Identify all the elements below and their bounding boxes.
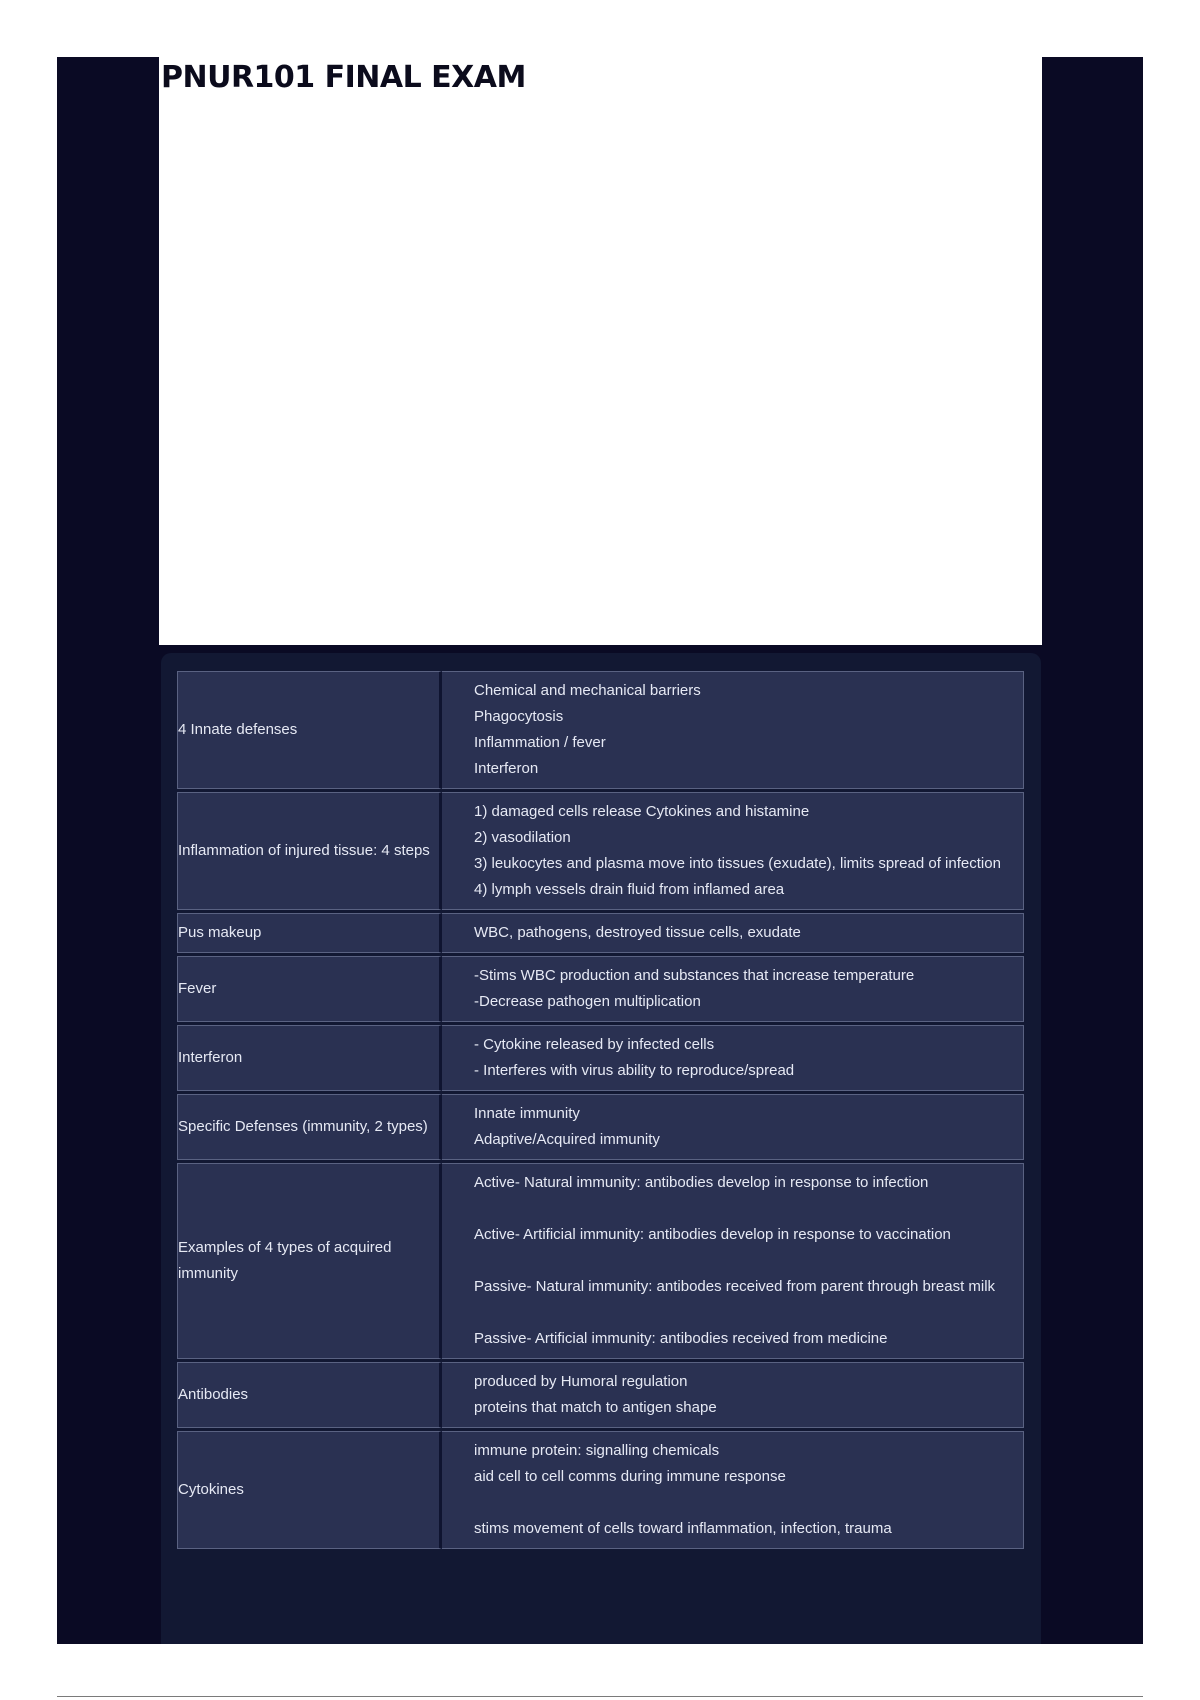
definition-line: WBC, pathogens, destroyed tissue cells, exudate <box>474 924 801 941</box>
notes-table-body <box>177 671 1024 1549</box>
table-row <box>177 1025 1024 1091</box>
term-cell: Examples of 4 types of acquired immunity <box>177 1163 442 1359</box>
term-cell: Pus makeup <box>177 913 442 953</box>
definition-line: produced by Humoral regulation <box>474 1373 688 1390</box>
definition-line: -Decrease pathogen multiplication <box>474 993 701 1010</box>
table-row <box>177 1362 1024 1428</box>
term-cell: Fever <box>177 956 442 1022</box>
definition-cell <box>442 792 1024 910</box>
table-row <box>177 1163 1024 1359</box>
definition-line: Adaptive/Acquired immunity <box>474 1131 660 1148</box>
definition-cell <box>442 1362 1024 1428</box>
definition-line: 4) lymph vessels drain fluid from inflamed area <box>474 881 785 898</box>
definition-cell <box>442 1431 1024 1549</box>
definition-cell <box>442 956 1024 1022</box>
blank-line <box>474 1248 1003 1274</box>
definition-line: Interferon <box>474 760 539 777</box>
table-row <box>177 1094 1024 1160</box>
term-cell: Antibodies <box>177 1362 442 1428</box>
definition-cell <box>442 1094 1024 1160</box>
definition-line: Active- Artificial immunity: antibodies develop in response to vaccination <box>474 1226 951 1243</box>
notes-table <box>177 668 1024 1552</box>
definition-cell <box>442 1025 1024 1091</box>
page-title: PNUR101 FINAL EXAM <box>161 60 526 95</box>
definition-cell <box>442 913 1024 953</box>
definition-line: - Cytokine released by infected cells <box>474 1036 715 1053</box>
table-row <box>177 671 1024 789</box>
blank-line <box>474 1196 1003 1222</box>
definition-cell <box>442 1163 1024 1359</box>
definition-line: - Interferes with virus ability to reproduce/spread <box>474 1062 795 1079</box>
definition-line: Inflammation / fever <box>474 734 606 751</box>
definition-line: stims movement of cells toward inflammation, infection, trauma <box>474 1520 892 1537</box>
term-cell: Specific Defenses (immunity, 2 types) <box>177 1094 442 1160</box>
table-row <box>177 792 1024 910</box>
term-cell: Cytokines <box>177 1431 442 1549</box>
blank-line <box>474 1490 1003 1516</box>
title-card <box>159 57 1042 645</box>
definition-line: immune protein: signalling chemicals <box>474 1442 720 1459</box>
table-row <box>177 1431 1024 1549</box>
definition-line: proteins that match to antigen shape <box>474 1399 717 1416</box>
definition-line: Passive- Artificial immunity: antibodies received from medicine <box>474 1330 888 1347</box>
term-cell: Interferon <box>177 1025 442 1091</box>
definition-line: Active- Natural immunity: antibodies develop in response to infection <box>474 1174 929 1191</box>
table-row <box>177 956 1024 1022</box>
definition-line: aid cell to cell comms during immune response <box>474 1468 786 1485</box>
definition-line: -Stims WBC production and substances that increase temperature <box>474 967 915 984</box>
term-cell: 4 Innate defenses <box>177 671 442 789</box>
definition-cell <box>442 671 1024 789</box>
blank-line <box>474 1300 1003 1326</box>
definition-line: 2) vasodilation <box>474 829 571 846</box>
term-cell: Inflammation of injured tissue: 4 steps <box>177 792 442 910</box>
definition-line: Phagocytosis <box>474 708 564 725</box>
definition-line: Innate immunity <box>474 1105 580 1122</box>
table-row <box>177 913 1024 953</box>
definition-line: Passive- Natural immunity: antibodes received from parent through breast milk <box>474 1278 996 1295</box>
notes-table-container <box>161 653 1041 1644</box>
page-divider <box>57 1696 1143 1697</box>
definition-line: 1) damaged cells release Cytokines and histamine <box>474 803 810 820</box>
definition-line: Chemical and mechanical barriers <box>474 682 701 699</box>
definition-line: 3) leukocytes and plasma move into tissues (exudate), limits spread of infection <box>474 855 1001 872</box>
